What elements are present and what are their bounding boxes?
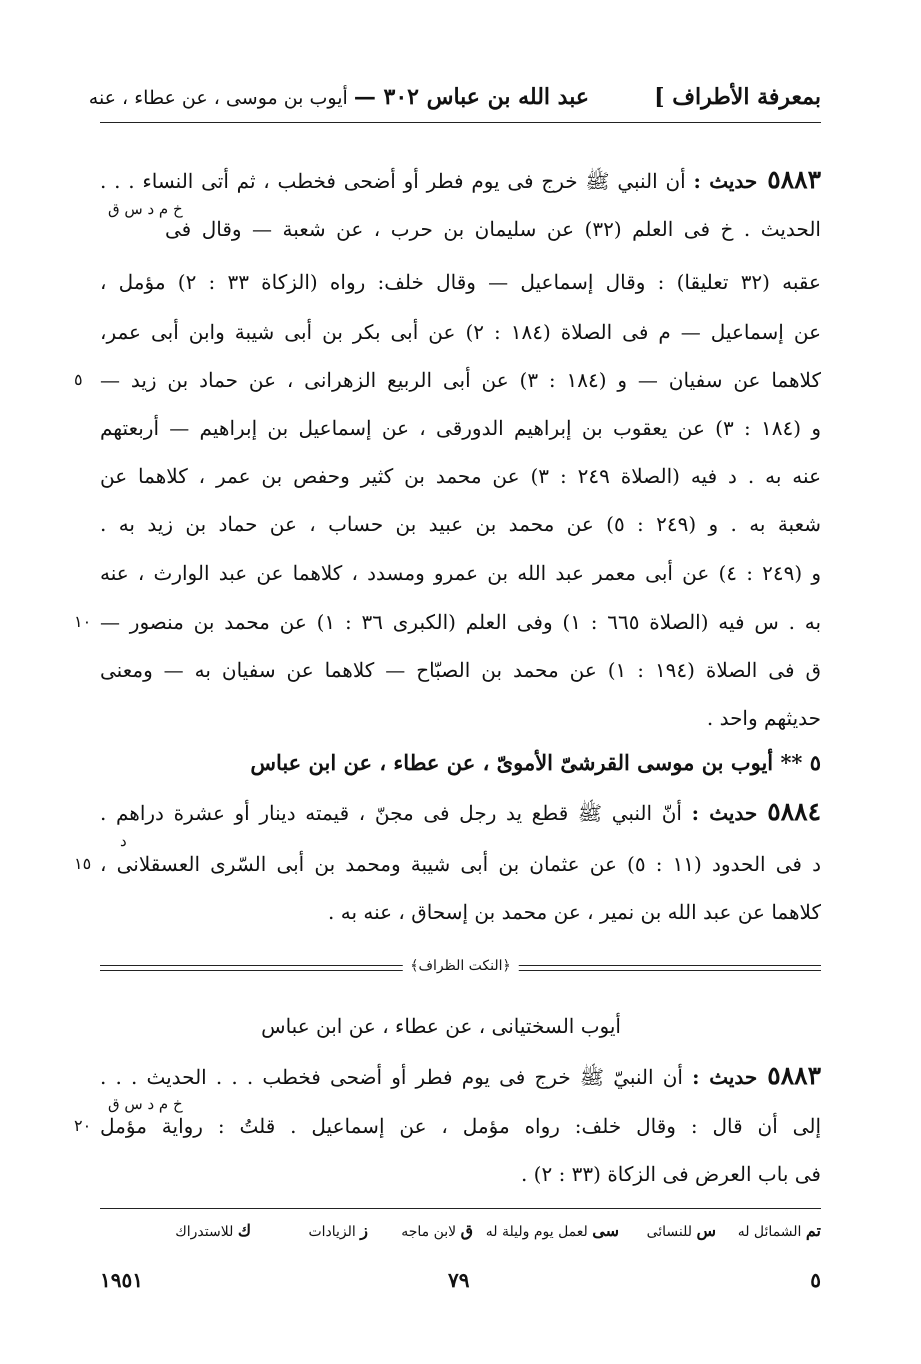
footer-volume: ٥	[810, 1268, 821, 1292]
key-item	[738, 1221, 821, 1240]
hadith-line: و (١٨٤ : ٣) عن يعقوب بن إبراهيم الدورقى ، عن إسماعيل بن إبراهيم — أربعتهم	[100, 416, 821, 440]
key-symbol: ز	[360, 1221, 368, 1240]
hadith-line	[100, 798, 821, 827]
nukat-narrator: أيوب السختيانى ، عن عطاء ، عن ابن عباس	[261, 1014, 621, 1038]
header-chapter	[89, 84, 589, 110]
key-item	[486, 1221, 619, 1240]
header-chapter-bold: عبد الله بن عباس ٣٠٢ —	[353, 84, 589, 110]
hadith-line: كلاهما عن سفيان — و (١٨٤ : ٣) عن أبى الربيع الزهرانى ، عن حماد بن زيد —	[100, 368, 821, 392]
nukat-line: إلى أن قال : وقال خلف: رواه مؤمل ، عن إسماعيل . قلتُ : رواية مؤمل	[100, 1114, 821, 1138]
footnote-rule	[100, 1208, 821, 1209]
hadith-line: عنه به . د فيه (الصلاة ٢٤٩ : ٣) عن محمد بن كثير وحفص بن عمر ، كلاهما عن	[100, 464, 821, 488]
key-label: الزيادات	[308, 1224, 356, 1240]
header-chapter-plain: أيوب بن موسى ، عن عطاء ، عنه	[88, 87, 354, 109]
line-number: ٥	[74, 370, 83, 389]
hadith-number: ٥٨٨٣	[767, 1062, 821, 1090]
hadith-line: حديثهم واحد .	[706, 706, 821, 730]
hadith-line	[100, 166, 821, 195]
hadith-number: ٥٨٨٣	[767, 166, 821, 194]
nukat-line: فى باب العرض فى الزكاة (٣٣ : ٢) .	[520, 1162, 821, 1186]
hadith-sigla: خ م د س ق	[108, 200, 183, 218]
hadith-text: أن النبي ﷺ خرج فى يوم فطر أو أضحى فخطب ، ثم أتى النساء . . .	[100, 169, 686, 193]
hadith-sigla: د	[120, 832, 127, 850]
hadith-line: عقبه (٣٢ تعليقا) : وقال إسماعيل — وقال خلف: رواه (الزكاة ٣٣ : ٢) مؤمل ،	[100, 270, 821, 294]
header-book-title: بمعرفة الأطراف ]	[654, 84, 821, 110]
hadith-line: و (٢٤٩ : ٤) عن أبى معمر عبد الله بن عمرو ومسدد ، كلاهما عن عبد الوارث ، عنه	[100, 561, 821, 585]
hadith-lead: حديث :	[693, 169, 758, 193]
hadith-line: د فى الحدود (١١ : ٥) عن عثمان بن أبى شيبة ومحمد بن أبى السّرى العسقلانى ،	[100, 852, 821, 876]
key-symbol: تم	[805, 1221, 821, 1240]
hadith-number: ٥٨٨٤	[767, 798, 821, 826]
hadith-lead: حديث :	[692, 1065, 758, 1089]
line-number: ٢٠	[74, 1116, 92, 1135]
nukat-divider	[100, 957, 821, 981]
footer-page-number: ٧٩	[448, 1268, 470, 1292]
key-symbol: س	[696, 1221, 716, 1240]
hadith-line: به . س فيه (الصلاة ٦٦٥ : ١) وفى العلم (الكبرى ٣٦ : ١) عن محمد بن منصور —	[100, 610, 821, 634]
key-symbol: ق	[460, 1221, 473, 1240]
footer-total-page: ١٩٥١	[100, 1268, 143, 1292]
hadith-line: عن إسماعيل — م فى الصلاة (١٨٤ : ٢) عن أبى بكر بن أبى شيبة وابن أبى عمر،	[100, 320, 821, 344]
line-number: ١٥	[74, 854, 92, 873]
line-number: ١٠	[74, 612, 92, 631]
hadith-line: ق فى الصلاة (١٩٤ : ١) عن محمد بن الصبّاح — كلاهما عن سفيان به — ومعنى	[100, 658, 821, 682]
nukat-line	[100, 1062, 821, 1091]
key-item	[401, 1221, 473, 1240]
key-label: للاستدراك	[175, 1224, 234, 1240]
hadith-sigla: خ م د س ق	[108, 1095, 183, 1113]
key-label: للنسائى	[646, 1224, 693, 1240]
narrator-heading: ٥ ** أيوب بن موسى القرشىّ الأموىّ ، عن عطاء ، عن ابن عباس	[250, 750, 821, 775]
key-label: لابن ماجه	[401, 1224, 457, 1240]
key-symbol: سى	[592, 1221, 619, 1240]
hadith-text: أنّ النبي ﷺ قطع يد رجل فى مجنّ ، قيمته دينار أو عشرة دراهم .	[100, 801, 682, 825]
key-label: الشمائل له	[737, 1224, 802, 1240]
hadith-text: أن النبيّ ﷺ خرج فى يوم فطر أو أضحى فخطب . . . الحديث . . .	[100, 1065, 683, 1089]
key-item	[647, 1221, 716, 1240]
key-item	[175, 1221, 251, 1240]
hadith-line: الحديث . خ فى العلم (٣٢) عن سليمان بن حرب ، عن شعبة — وقال فى	[165, 217, 821, 241]
running-header	[88, 84, 821, 116]
hadith-line: شعبة به . و (٢٤٩ : ٥) عن محمد بن عبيد بن حساب ، عن حماد بن زيد به .	[100, 512, 821, 536]
nukat-label: ﴿النكت الظراف﴾	[402, 958, 518, 974]
key-symbol: ك	[237, 1221, 251, 1240]
hadith-line: كلاهما عن عبد الله بن نمير ، عن محمد بن إسحاق ، عنه به .	[328, 900, 821, 924]
key-item	[308, 1221, 368, 1240]
key-label: لعمل يوم وليلة له	[485, 1224, 588, 1240]
hadith-lead: حديث :	[691, 801, 758, 825]
header-rule	[100, 122, 821, 123]
